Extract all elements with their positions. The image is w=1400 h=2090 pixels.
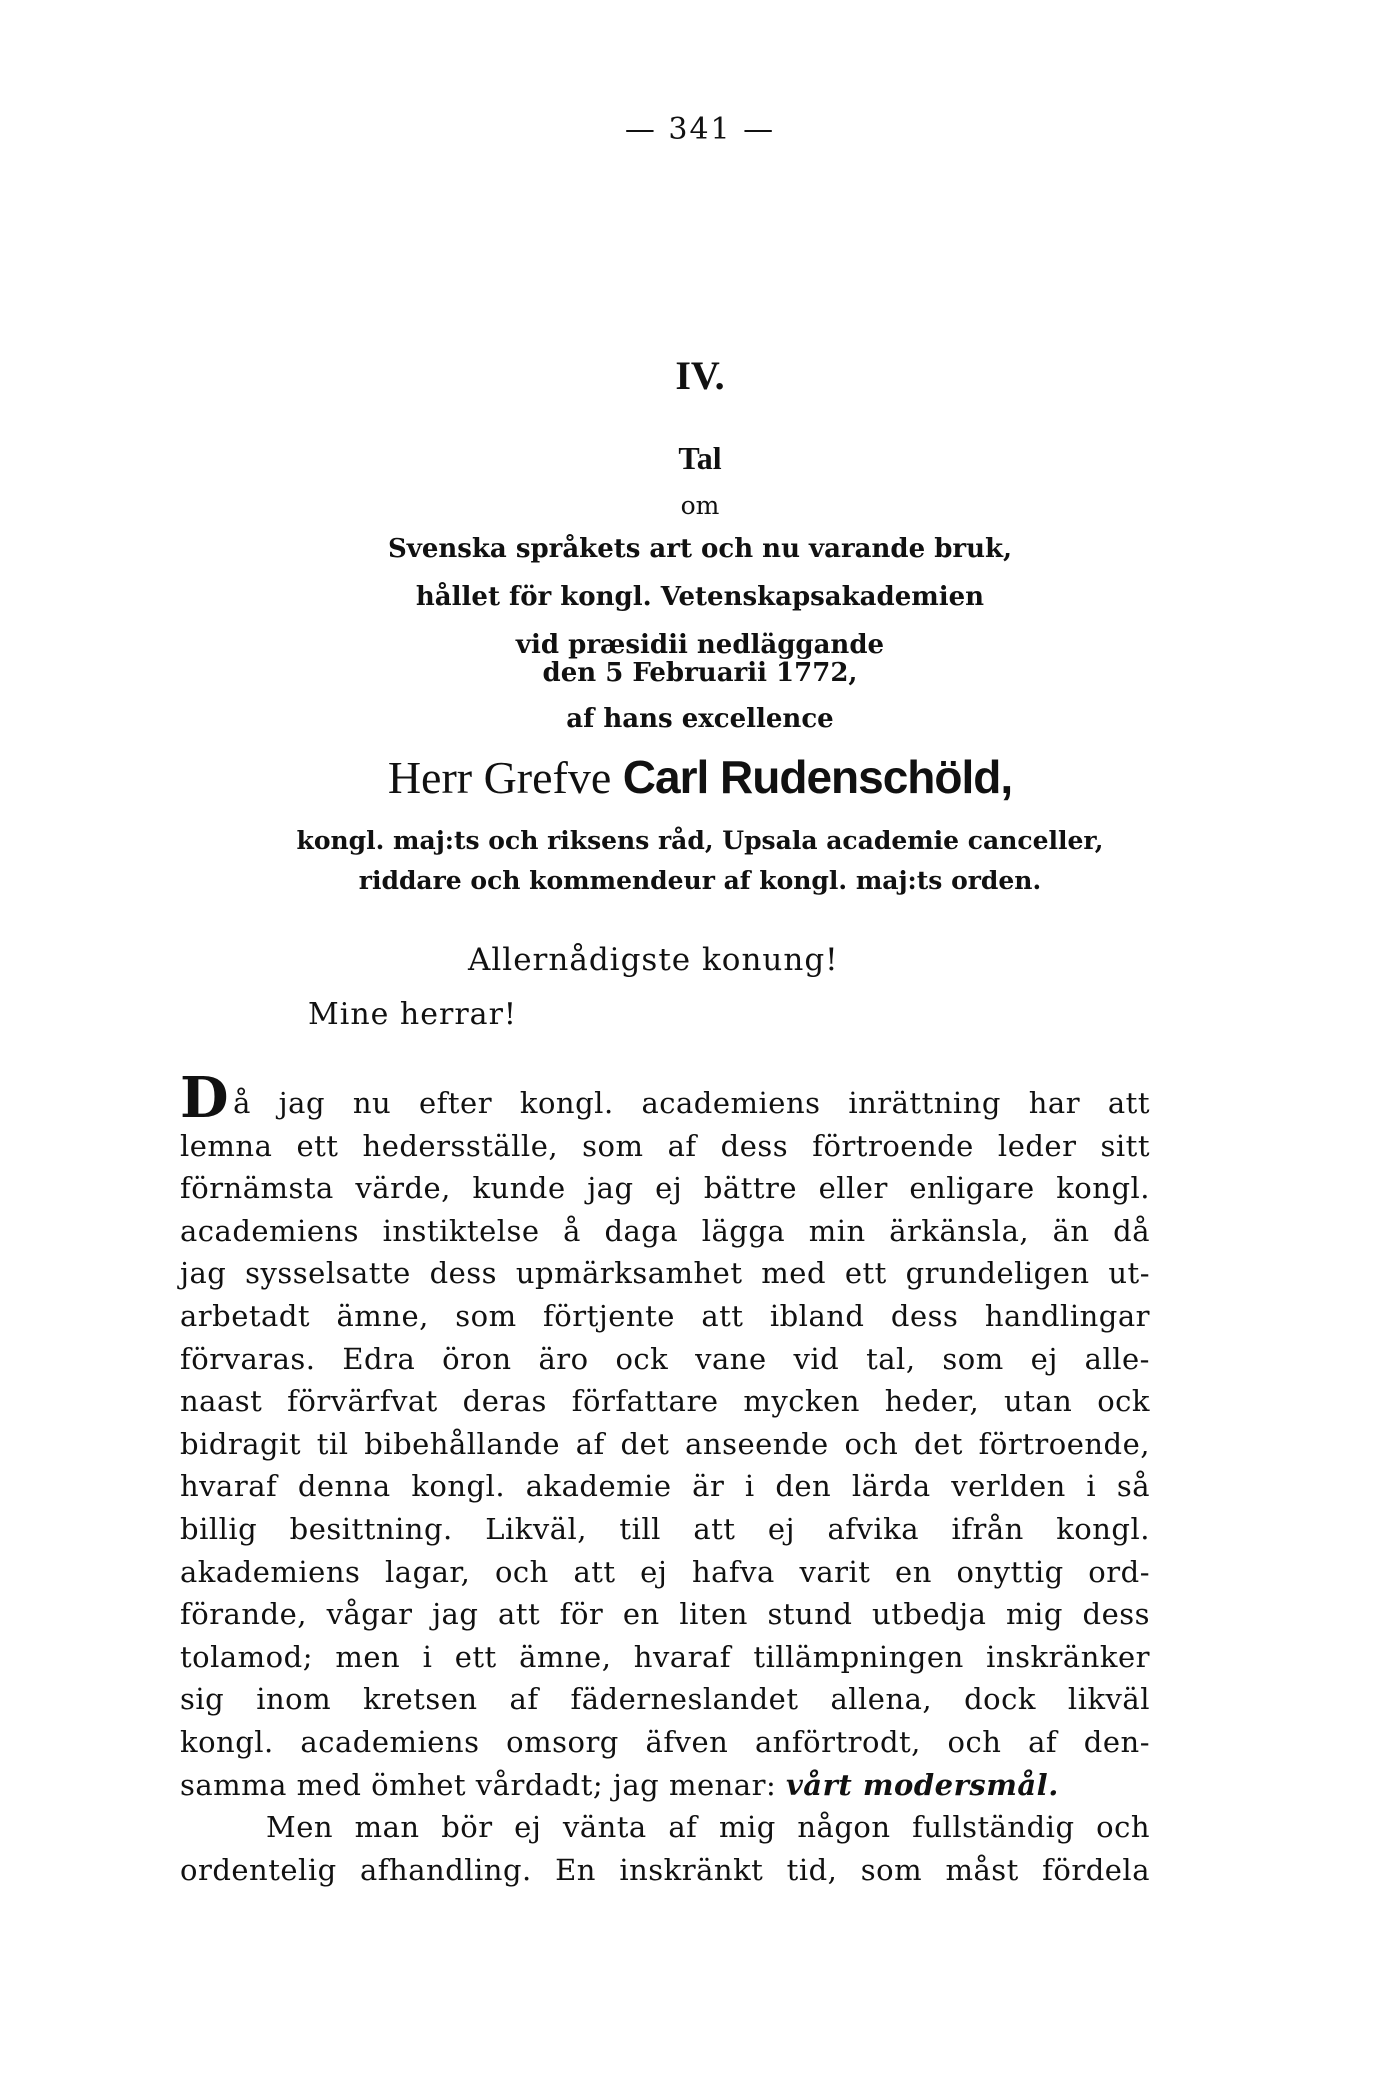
- speech-body: [180, 1065, 1150, 1891]
- body-line: arbetadt ämne, som förtjente att ibland dess handlingar: [180, 1298, 1150, 1333]
- section-number: IV.: [675, 353, 725, 398]
- body-line: förnämsta värde, kunde jag ej bättre eller enligare kongl.: [180, 1171, 1150, 1206]
- body-line: bidragit til bibehållande af det anseende och det förtroende,: [180, 1426, 1150, 1461]
- body-line: billig besittning. Likväl, till att ej afvika ifrån kongl.: [180, 1511, 1150, 1546]
- body-line: sig inom kretsen af fäderneslandet allena, dock likväl: [180, 1682, 1150, 1717]
- body-line: Men man bör ej vänta af mig någon fullständig och: [266, 1810, 1150, 1845]
- subtitle-line: vid præsidii nedläggande: [515, 630, 885, 660]
- speech-title: Tal: [678, 440, 722, 476]
- speaker-titles-line: kongl. maj:ts och riksens råd, Upsala academie canceller,: [296, 826, 1104, 855]
- subtitle-line: hållet för kongl. Vetenskapsakademien: [415, 582, 985, 612]
- body-line: hvaraf denna kongl. akademie är i den lärda verlden i så: [180, 1469, 1150, 1504]
- speaker-name-prefix: Herr Grefve: [387, 752, 612, 803]
- salutation-king: Allernådigste konung!: [468, 942, 839, 978]
- speaker-name: [0, 750, 1400, 804]
- body-line: jag sysselsatte dess upmärksamhet med ett grundeligen ut-: [180, 1256, 1150, 1291]
- body-line: lemna ett hedersställe, som af dess förtroende leder sitt: [180, 1128, 1150, 1163]
- subtitle-line: Svenska språkets art och nu varande bruk,: [387, 534, 1013, 564]
- body-line: kongl. academiens omsorg äfven anförtrodt, och af den-: [180, 1724, 1150, 1759]
- subtitle-line: af hans excellence: [566, 704, 834, 734]
- salutation-gentlemen: Mine herrar!: [308, 997, 517, 1032]
- body-line: tolamod; men i ett ämne, hvaraf tillämpningen inskränker: [180, 1639, 1150, 1674]
- body-line: academiens instiktelse å daga lägga min ärkänsla, än då: [180, 1213, 1150, 1248]
- body-line: förvaras. Edra öron äro ock vane vid tal, som ej alle-: [180, 1341, 1150, 1376]
- body-line: samma med ömhet vårdadt; jag menar: vårt modersmål.: [180, 1767, 1059, 1802]
- subtitle-line: den 5 Februarii 1772,: [542, 658, 858, 688]
- title-connector: om: [680, 491, 720, 520]
- emphasized-term: vårt modersmål.: [785, 1767, 1059, 1802]
- body-line: naast förvärfvat deras författare mycken heder, utan ock: [180, 1384, 1150, 1419]
- body-line: akademiens lagar, och att ej hafva varit en onyttig ord-: [180, 1554, 1150, 1589]
- speaker-titles-line: riddare och kommendeur af kongl. maj:ts orden.: [358, 866, 1042, 895]
- body-line: ordentelig afhandling. En inskränkt tid, som måst fördela: [180, 1852, 1150, 1887]
- page-number: — 341 —: [624, 112, 776, 147]
- body-line: Då jag nu efter kongl. academiens inrättning har att: [180, 1065, 1150, 1131]
- body-line: förande, vågar jag att för en liten stund utbedja mig dess: [180, 1597, 1150, 1632]
- speaker-name-main: Carl Rudenschöld,: [622, 751, 1013, 803]
- drop-cap: D: [180, 1065, 230, 1131]
